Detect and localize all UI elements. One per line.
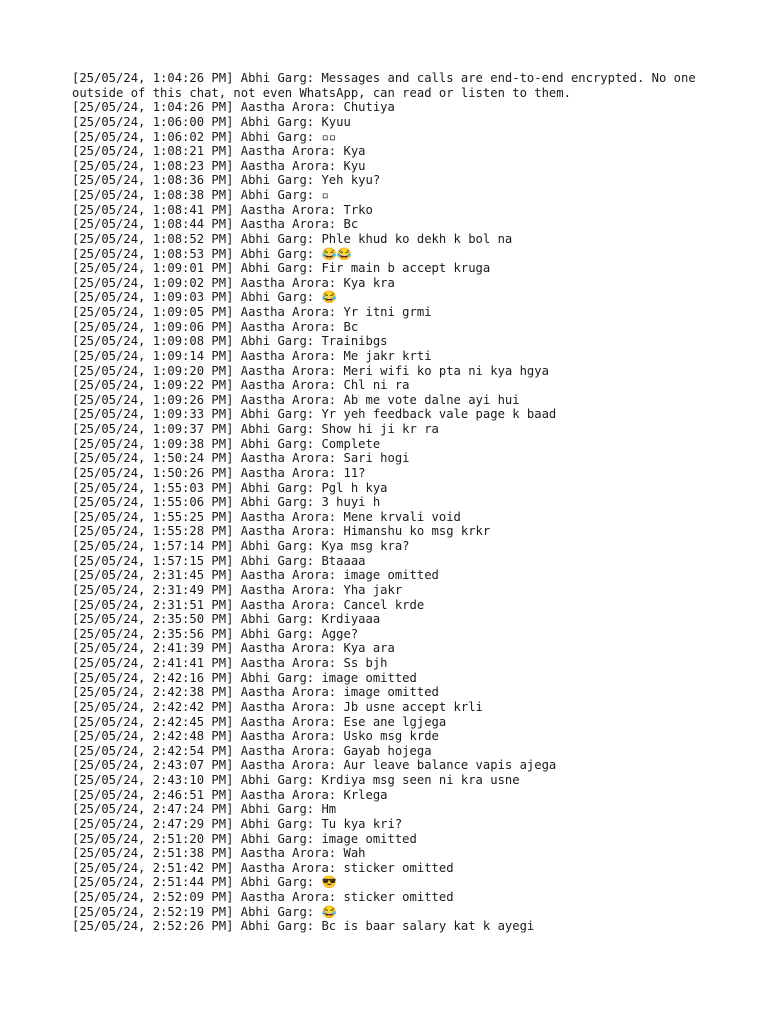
chat-message-line: [25/05/24, 1:08:21 PM] Aastha Arora: Kya: [72, 144, 366, 159]
chat-message-line: [25/05/24, 2:42:48 PM] Aastha Arora: Usko msg krde: [72, 729, 439, 744]
chat-message-line: [25/05/24, 1:09:02 PM] Aastha Arora: Kya kra: [72, 275, 395, 290]
chat-message-line: [25/05/24, 1:57:15 PM] Abhi Garg: Btaaaa: [72, 553, 366, 568]
chat-message-line: [25/05/24, 1:04:26 PM] Abhi Garg: Messages and calls are end-to-end encrypted. No one outside of this chat, not even WhatsApp, can read or listen to them.: [72, 71, 704, 100]
chat-message-line: [25/05/24, 1:09:22 PM] Aastha Arora: Chl ni ra: [72, 378, 410, 393]
chat-message-line: [25/05/24, 2:42:42 PM] Aastha Arora: Jb usne accept krli: [72, 699, 483, 714]
chat-message-line: [25/05/24, 1:09:14 PM] Aastha Arora: Me jakr krti: [72, 348, 432, 363]
chat-message-line: [25/05/24, 1:06:02 PM] Abhi Garg: ▫▫: [72, 129, 337, 144]
chat-message-line: [25/05/24, 1:09:20 PM] Aastha Arora: Meri wifi ko pta ni kya hgya: [72, 363, 549, 378]
chat-message-line: [25/05/24, 1:08:52 PM] Abhi Garg: Phle khud ko dekh k bol na: [72, 231, 513, 246]
chat-message-line: [25/05/24, 2:47:29 PM] Abhi Garg: Tu kya kri?: [72, 816, 403, 831]
chat-message-line: [25/05/24, 2:51:20 PM] Abhi Garg: image omitted: [72, 831, 417, 846]
chat-message-line: [25/05/24, 2:52:19 PM] Abhi Garg: 😂: [72, 904, 337, 919]
chat-message-line: [25/05/24, 2:41:41 PM] Aastha Arora: Ss bjh: [72, 656, 388, 670]
chat-message-line: [25/05/24, 1:09:08 PM] Abhi Garg: Trainibgs: [72, 334, 388, 349]
chat-message-line: [25/05/24, 2:41:39 PM] Aastha Arora: Kya ara: [72, 641, 395, 656]
chat-message-line: [25/05/24, 1:04:26 PM] Aastha Arora: Chutiya: [72, 100, 395, 115]
chat-message-line: [25/05/24, 2:52:09 PM] Aastha Arora: sticker omitted: [72, 890, 454, 904]
chat-message-line: [25/05/24, 2:46:51 PM] Aastha Arora: Krlega: [72, 787, 388, 802]
chat-message-line: [25/05/24, 2:51:38 PM] Aastha Arora: Wah: [72, 846, 366, 861]
chat-message-line: [25/05/24, 2:42:54 PM] Aastha Arora: Gayab hojega: [72, 743, 432, 758]
chat-message-line: [25/05/24, 2:51:44 PM] Abhi Garg: 😎: [72, 875, 337, 890]
chat-message-line: [25/05/24, 2:35:56 PM] Abhi Garg: Agge?: [72, 626, 359, 641]
chat-message-line: [25/05/24, 1:09:33 PM] Abhi Garg: Yr yeh feedback vale page k baad: [72, 407, 557, 422]
chat-message-line: [25/05/24, 1:09:01 PM] Abhi Garg: Fir main b accept kruga: [72, 261, 491, 276]
chat-message-line: [25/05/24, 2:31:51 PM] Aastha Arora: Cancel krde: [72, 597, 425, 612]
chat-message-line: [25/05/24, 1:50:26 PM] Aastha Arora: 11?: [72, 465, 366, 480]
chat-message-line: [25/05/24, 1:09:03 PM] Abhi Garg: 😂: [72, 290, 337, 305]
chat-message-line: [25/05/24, 1:09:06 PM] Aastha Arora: Bc: [72, 319, 359, 334]
chat-message-line: [25/05/24, 1:08:41 PM] Aastha Arora: Trko: [72, 202, 373, 217]
chat-message-line: [25/05/24, 2:52:26 PM] Abhi Garg: Bc is baar salary kat k ayegi: [72, 919, 535, 934]
chat-message-line: [25/05/24, 1:09:26 PM] Aastha Arora: Ab me vote dalne ayi hui: [72, 392, 520, 407]
chat-message-line: [25/05/24, 2:35:50 PM] Abhi Garg: Krdiyaaa: [72, 612, 381, 627]
chat-message-line: [25/05/24, 1:08:36 PM] Abhi Garg: Yeh kyu?: [72, 173, 381, 188]
chat-message-line: [25/05/24, 1:06:00 PM] Abhi Garg: Kyuu: [72, 114, 351, 129]
chat-message-line: [25/05/24, 2:42:16 PM] Abhi Garg: image omitted: [72, 670, 417, 685]
chat-message-line: [25/05/24, 1:57:14 PM] Abhi Garg: Kya msg kra?: [72, 539, 410, 553]
chat-message-line: [25/05/24, 1:09:37 PM] Abhi Garg: Show hi ji kr ra: [72, 422, 439, 436]
chat-message-line: [25/05/24, 2:31:49 PM] Aastha Arora: Yha jakr: [72, 582, 403, 597]
chat-message-line: [25/05/24, 2:51:42 PM] Aastha Arora: sticker omitted: [72, 860, 454, 875]
chat-message-line: [25/05/24, 2:42:45 PM] Aastha Arora: Ese ane lgjega: [72, 714, 447, 729]
chat-message-line: [25/05/24, 2:43:10 PM] Abhi Garg: Krdiya msg seen ni kra usne: [72, 773, 520, 787]
chat-message-line: [25/05/24, 2:31:45 PM] Aastha Arora: image omitted: [72, 568, 439, 583]
chat-message-line: [25/05/24, 1:08:44 PM] Aastha Arora: Bc: [72, 217, 359, 232]
chat-message-line: [25/05/24, 1:09:38 PM] Abhi Garg: Complete: [72, 436, 381, 451]
chat-message-line: [25/05/24, 1:55:25 PM] Aastha Arora: Mene krvali void: [72, 509, 461, 524]
chat-message-line: [25/05/24, 1:08:53 PM] Abhi Garg: 😂😂: [72, 246, 352, 261]
chat-message-line: [25/05/24, 1:55:28 PM] Aastha Arora: Himanshu ko msg krkr: [72, 524, 491, 539]
chat-message-line: [25/05/24, 1:09:05 PM] Aastha Arora: Yr itni grmi: [72, 305, 432, 319]
chat-message-line: [25/05/24, 2:43:07 PM] Aastha Arora: Aur leave balance vapis ajega: [72, 758, 557, 773]
chat-message-line: [25/05/24, 1:55:06 PM] Abhi Garg: 3 huyi h: [72, 495, 381, 510]
chat-message-line: [25/05/24, 1:08:38 PM] Abhi Garg: ▫: [72, 188, 329, 202]
chat-log: [72, 71, 712, 934]
chat-message-line: [25/05/24, 1:08:23 PM] Aastha Arora: Kyu: [72, 158, 366, 173]
chat-message-line: [25/05/24, 2:42:38 PM] Aastha Arora: image omitted: [72, 685, 439, 700]
chat-message-line: [25/05/24, 1:55:03 PM] Abhi Garg: Pgl h kya: [72, 480, 388, 495]
chat-message-line: [25/05/24, 2:47:24 PM] Abhi Garg: Hm: [72, 802, 337, 817]
chat-message-line: [25/05/24, 1:50:24 PM] Aastha Arora: Sari hogi: [72, 451, 410, 466]
